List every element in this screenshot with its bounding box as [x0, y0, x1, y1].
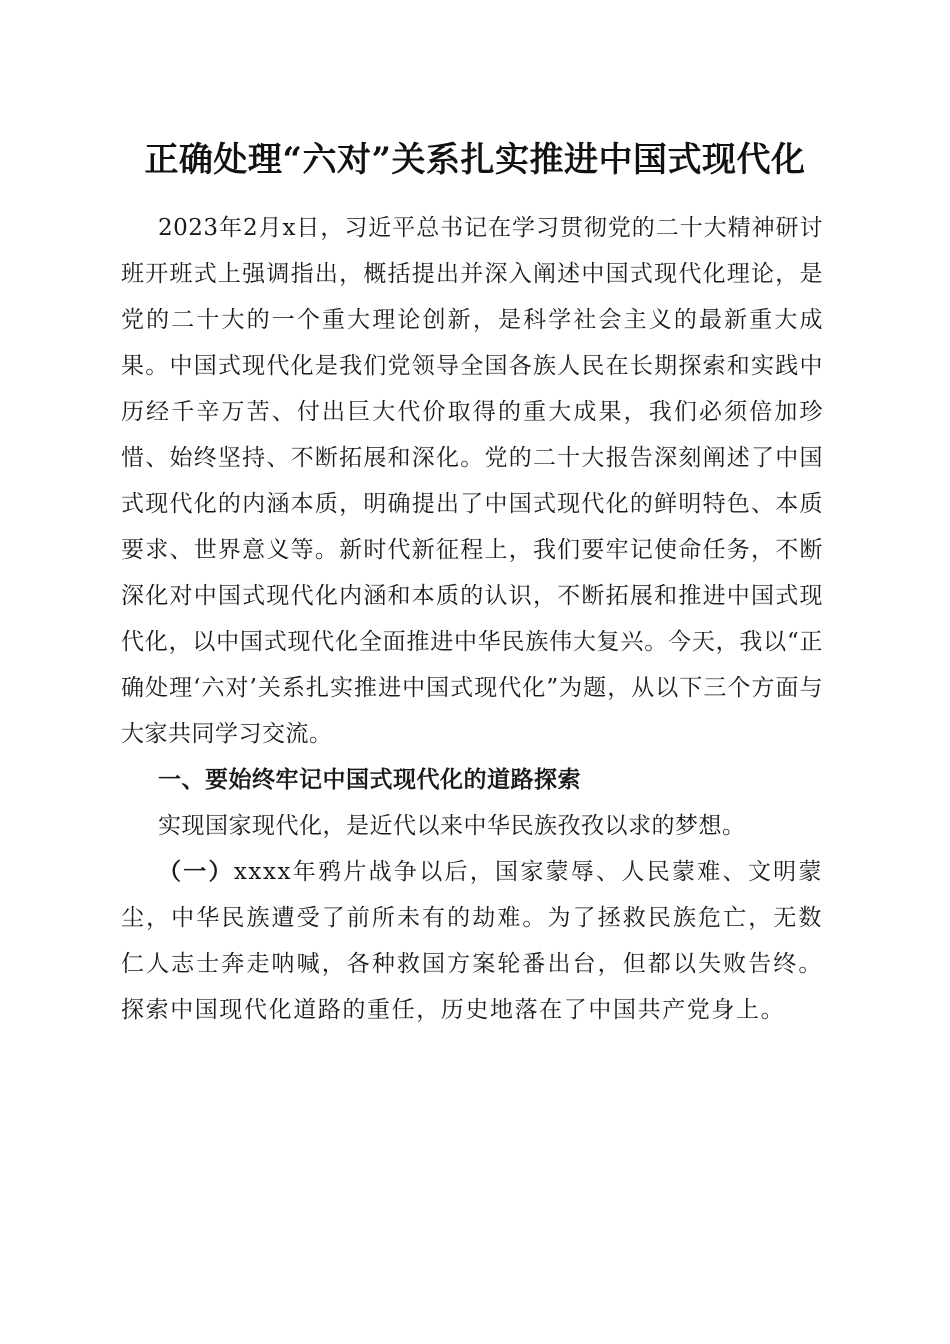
subsection-1-paragraph [121, 849, 823, 1033]
document-body [121, 205, 823, 1033]
subsection-1-text: xxxx年鸦片战争以后，国家蒙辱、人民蒙难、文明蒙尘，中华民族遭受了前所未有的劫难。为了拯救民族危亡，无数仁人志士奔走呐喊，各种救国方案轮番出台，但都以失败告终。探索中国现代化道路的重任，历史地落在了中国共产党身上。 [121, 859, 823, 1023]
section-1-paragraph: 实现国家现代化，是近代以来中华民族孜孜以求的梦想。 [158, 813, 746, 839]
intro-paragraph: 2023年2月x日，习近平总书记在学习贯彻党的二十大精神研讨班开班式上强调指出，概括提出并深入阐述中国式现代化理论，是党的二十大的一个重大理论创新，是科学社会主义的最新重大成果。中国式现代化是我们党领导全国各族人民在长期探索和实践中历经千辛万苦、付出巨大代价取得的重大成果，我们必须倍加珍惜、始终坚持、不断拓展和深化。党的二十大报告深刻阐述了中国式现代化的内涵本质，明确提出了中国式现代化的鲜明特色、本质要求、世界意义等。新时代新征程上，我们要牢记使命任务，不断深化对中国式现代化内涵和本质的认识，不断拓展和推进中国式现代化，以中国式现代化全面推进中华民族伟大复兴。今天，我以“正确处理‘六对’关系扎实推进中国式现代化”为题，从以下三个方面与大家共同学习交流。 [121, 215, 823, 747]
subsection-1-label: （一） [158, 859, 234, 885]
document-title: 正确处理“六对”关系扎实推进中国式现代化 [144, 140, 806, 180]
section-heading-1: 一、要始终牢记中国式现代化的道路探索 [158, 767, 581, 793]
